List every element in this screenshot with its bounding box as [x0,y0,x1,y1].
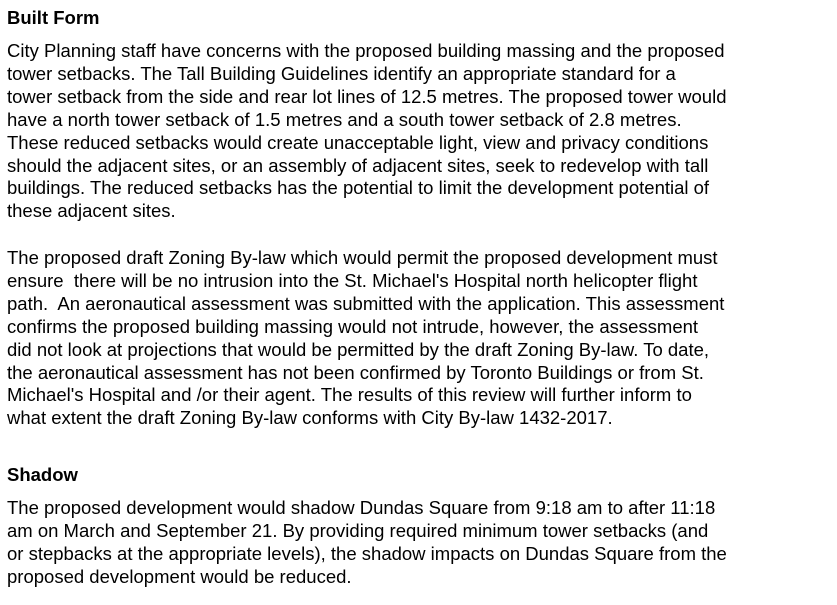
section-heading-shadow: Shadow [7,464,78,485]
paragraph-shadow [7,497,727,589]
text-line: ensure there will be no intrusion into the St. Michael's Hospital north helicopter flight [7,269,698,291]
text-line: have a north tower setback of 1.5 metres and a south tower setback of 2.8 metres. [7,108,682,130]
text-line: City Planning staff have concerns with the proposed building massing and the proposed [7,40,725,61]
text-line: the aeronautical assessment has not been confirmed by Toronto Buildings or from St. [7,361,704,383]
text-line: Michael's Hospital and /or their agent. The results of this review will further inform to [7,384,692,406]
text-line: These reduced setbacks would create unacceptable light, view and privacy conditions [7,131,709,153]
text-line: buildings. The reduced setbacks has the potential to limit the development potential of [7,177,710,199]
text-line: The proposed development would shadow Dundas Square from 9:18 am to after 11:18 [7,497,716,518]
text-line: did not look at projections that would be permitted by the draft Zoning By-law. To date, [7,338,710,360]
text-line: The proposed draft Zoning By-law which would permit the proposed development must [7,247,718,268]
paragraph-built-form-setbacks [7,40,726,223]
text-line: proposed development would be reduced. [7,565,352,587]
text-line: or stepbacks at the appropriate levels), the shadow impacts on Dundas Square from the [7,542,727,564]
text-line: path. An aeronautical assessment was submitted with the application. This assessment [7,292,725,314]
text-line: should the adjacent sites, or an assembly of adjacent sites, seek to redevelop with tall [7,154,709,176]
text-line: tower setback from the side and rear lot lines of 12.5 metres. The proposed tower would [7,85,727,107]
text-line: tower setbacks. The Tall Building Guidelines identify an appropriate standard for a [7,62,676,84]
text-line: confirms the proposed building massing would not intrude, however, the assessment [7,315,699,337]
paragraph-built-form-zoning [7,247,724,430]
text-line: what extent the draft Zoning By-law conforms with City By-law 1432-2017. [7,407,613,429]
section-heading-built-form: Built Form [7,7,100,28]
text-line: these adjacent sites. [7,200,176,222]
text-line: am on March and September 21. By providing required minimum tower setbacks (and [7,519,709,541]
